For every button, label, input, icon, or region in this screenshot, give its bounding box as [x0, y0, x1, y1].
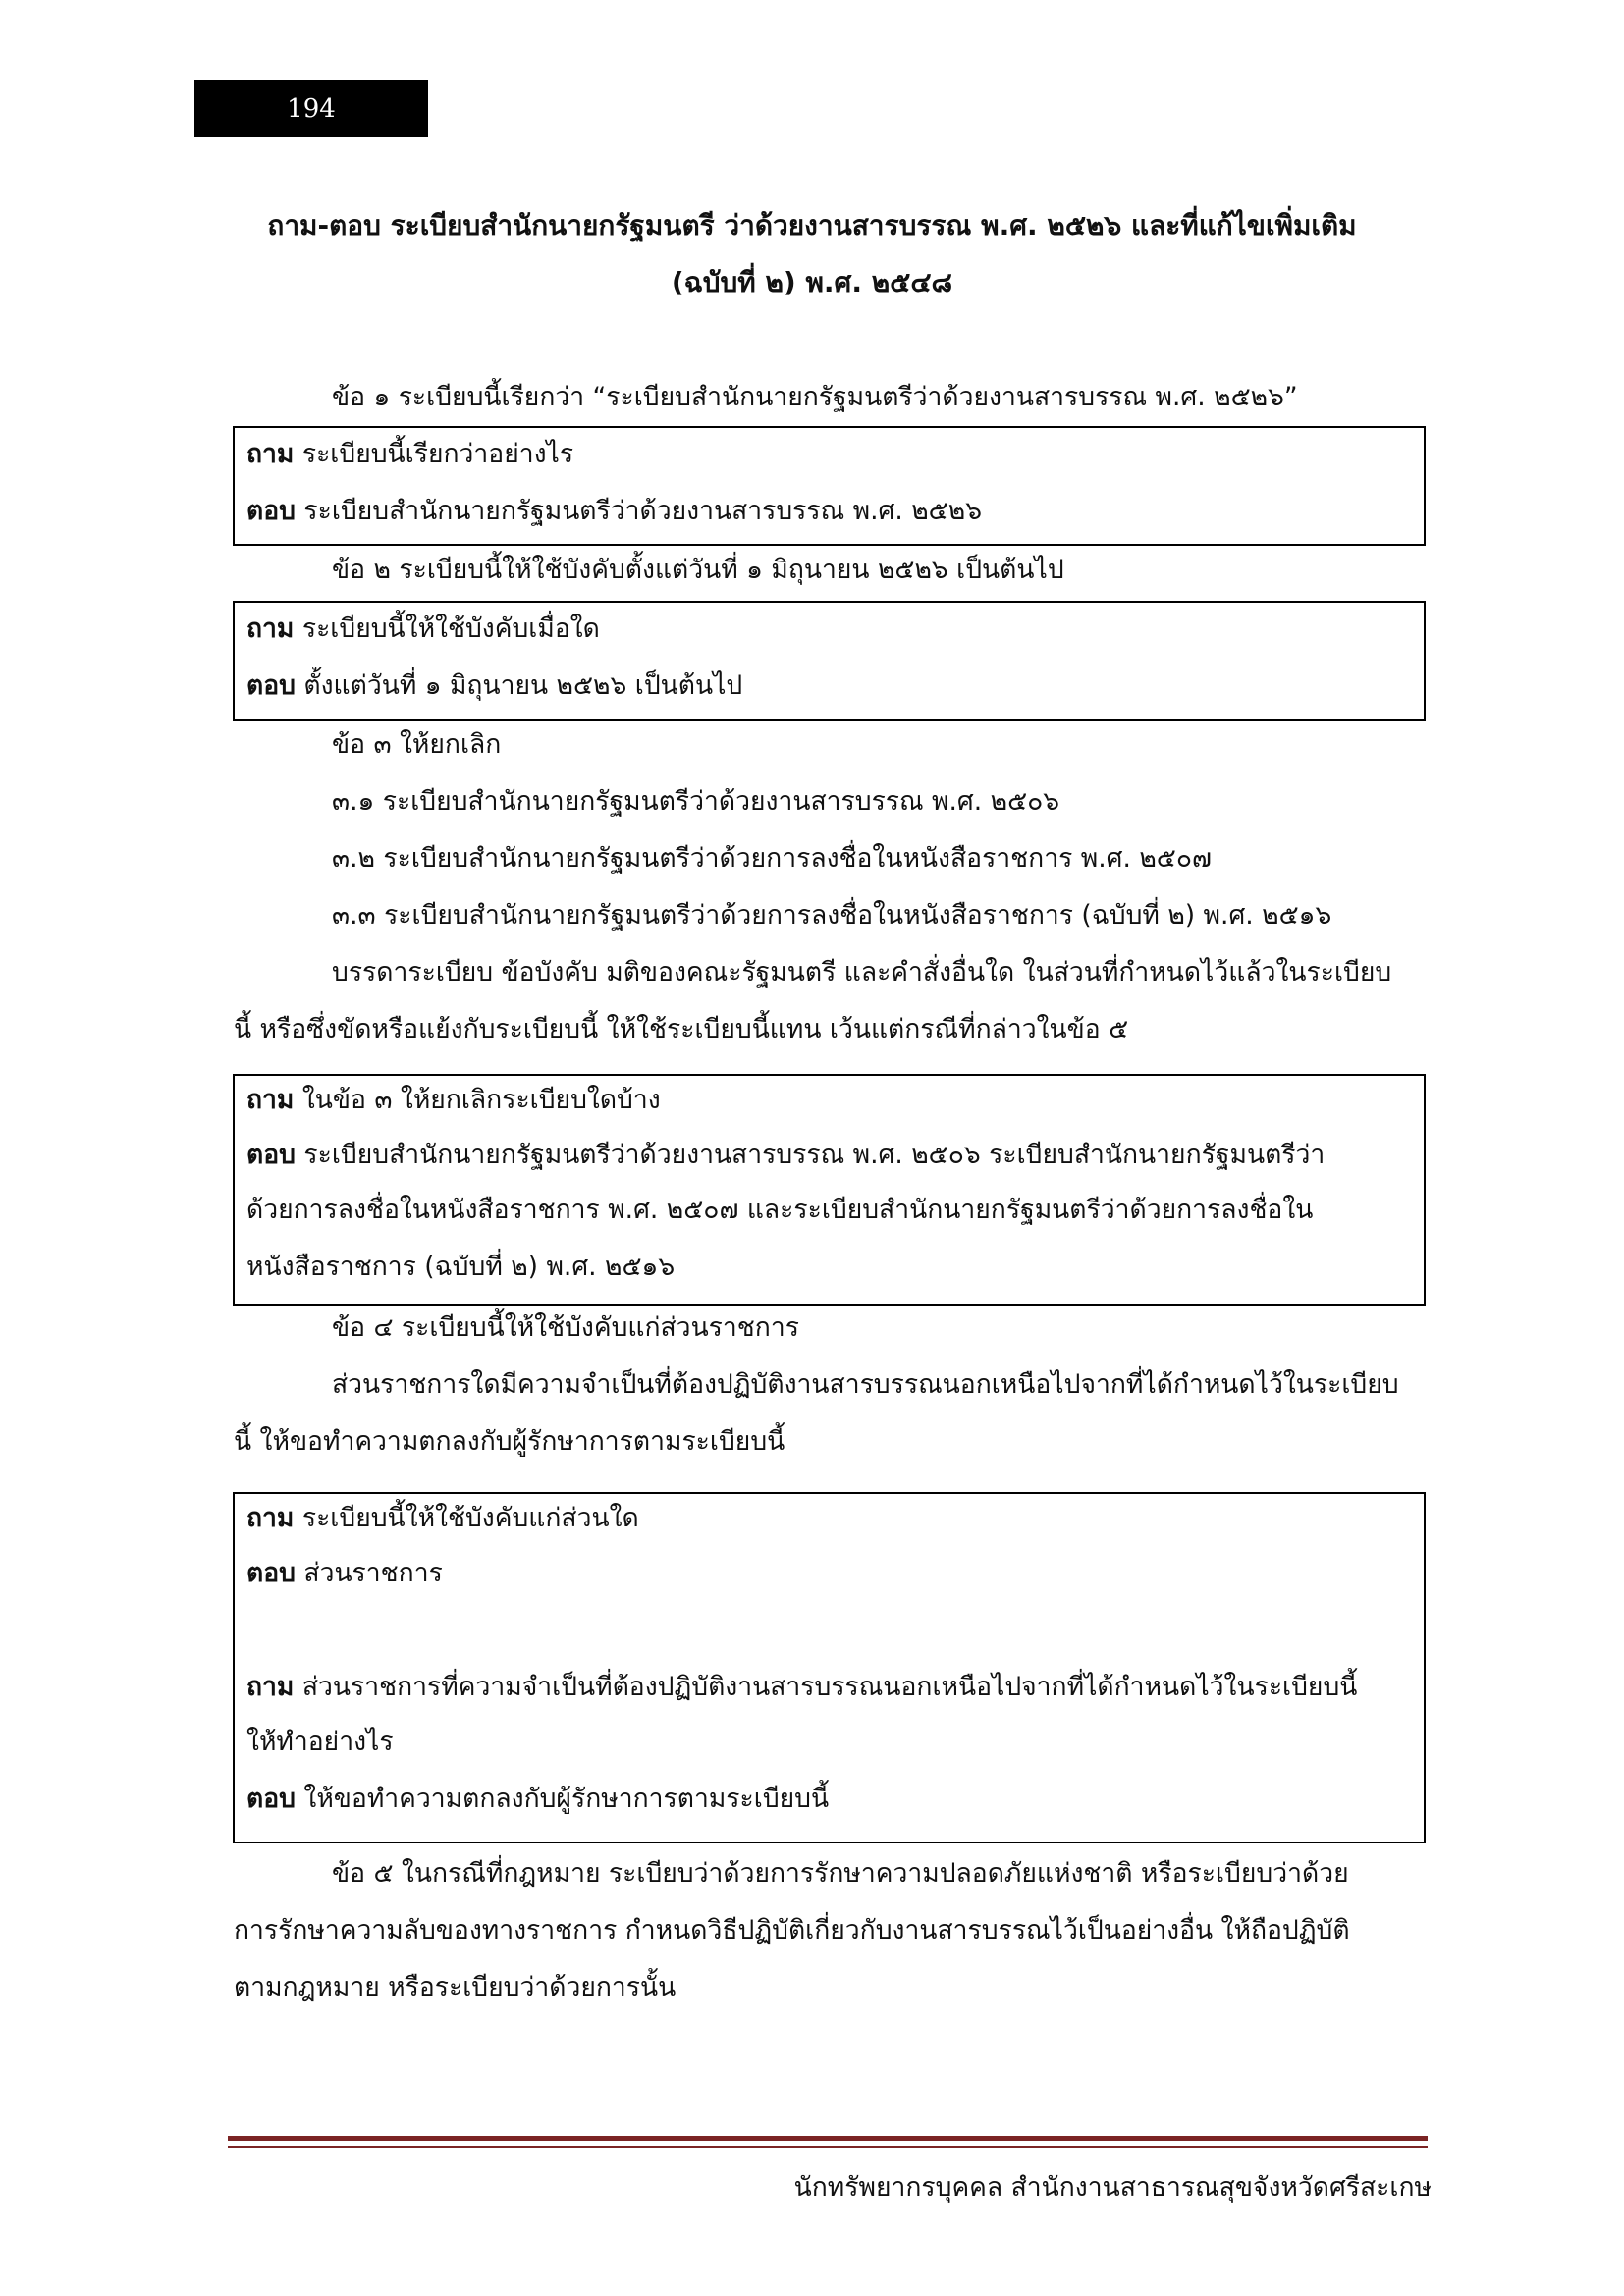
clause-3-3: ๓.๓ ระเบียบสำนักนายกรัฐมนตรีว่าด้วยการลงชื่อในหนังสือราชการ (ฉบับที่ ๒) พ.ศ. ๒๕๑๖: [332, 900, 1332, 931]
document-title-line-2: (ฉบับที่ ๒) พ.ศ. ๒๕๔๘: [671, 266, 953, 298]
clause-4: ข้อ ๔ ระเบียบนี้ให้ใช้บังคับแก่ส่วนราชการ: [332, 1312, 799, 1343]
footer-organization: นักทรัพยากรบุคคล สำนักงานสาธารณสุขจังหวัดศรีสะเกษ: [793, 2172, 1432, 2203]
question-label: ถาม: [246, 1085, 295, 1115]
clause-3: ข้อ ๓ ให้ยกเลิก: [332, 729, 502, 760]
clause-2: ข้อ ๒ ระเบียบนี้ให้ใช้บังคับตั้งแต่วันที่ ๑ มิถุนายน ๒๕๒๖ เป็นต้นไป: [332, 555, 1064, 585]
clause-5-line-2: การรักษาความลับของทางราชการ กำหนดวิธีปฏิบัติเกี่ยวกับงานสารบรรณไว้เป็นอย่างอื่น ให้ถือปฏิบัติ: [234, 1915, 1350, 1946]
qa-answer-line-3: หนังสือราชการ (ฉบับที่ ๒) พ.ศ. ๒๕๑๖: [246, 1252, 676, 1282]
clause-4-paragraph-line-2: นี้ ให้ขอทำความตกลงกับผู้รักษาการตามระเบียบนี้: [234, 1426, 785, 1457]
clause-3-2: ๓.๒ ระเบียบสำนักนายกรัฐมนตรีว่าด้วยการลงชื่อในหนังสือราชการ พ.ศ. ๒๕๐๗: [332, 843, 1212, 874]
footer-divider-thin: [228, 2146, 1428, 2148]
qa-answer-2: [246, 1781, 829, 1818]
qa-question: [246, 1082, 661, 1119]
question-text: ระเบียบนี้ให้ใช้บังคับแก่ส่วนใด: [301, 1503, 639, 1533]
qa-answer-line-2: ด้วยการลงชื่อในหนังสือราชการ พ.ศ. ๒๕๐๗ และระเบียบสำนักนายกรัฐมนตรีว่าด้วยการลงชื่อใน: [246, 1195, 1314, 1225]
clause-5-line-1: ข้อ ๕ ในกรณีที่กฎหมาย ระเบียบว่าด้วยการรักษาความปลอดภัยแห่งชาติ หรือระเบียบว่าด้วย: [332, 1858, 1349, 1889]
answer-label: ตอบ: [246, 1140, 296, 1170]
clause-5-line-3: ตามกฎหมาย หรือระเบียบว่าด้วยการนั้น: [234, 1972, 677, 2002]
qa-box-1: [233, 426, 1426, 546]
clause-1: ข้อ ๑ ระเบียบนี้เรียกว่า “ระเบียบสำนักนายกรัฐมนตรีว่าด้วยงานสารบรรณ พ.ศ. ๒๕๒๖”: [332, 382, 1298, 412]
answer-text: ระเบียบสำนักนายกรัฐมนตรีว่าด้วยงานสารบรรณ พ.ศ. ๒๕๒๖: [303, 496, 983, 526]
question-label: ถาม: [246, 1672, 295, 1702]
qa-answer: [246, 1137, 1325, 1174]
answer-text: ส่วนราชการ: [303, 1558, 443, 1588]
clause-4-paragraph-line-1: ส่วนราชการใดมีความจำเป็นที่ต้องปฏิบัติงานสารบรรณนอกเหนือไปจากที่ได้กำหนดไว้ในระเบียบ: [332, 1369, 1399, 1400]
question-text: ในข้อ ๓ ให้ยกเลิกระเบียบใดบ้าง: [301, 1085, 661, 1115]
qa-answer: [246, 667, 742, 705]
qa-question-2: [246, 1669, 1357, 1706]
qa-question: [246, 1500, 639, 1537]
qa-box-3: [233, 1074, 1426, 1306]
qa-box-2: [233, 601, 1426, 721]
answer-label: ตอบ: [246, 1558, 296, 1588]
clause-3-paragraph-line-2: นี้ หรือซึ่งขัดหรือแย้งกับระเบียบนี้ ให้ใช้ระเบียบนี้แทน เว้นแต่กรณีที่กล่าวในข้อ ๕: [234, 1014, 1129, 1044]
answer-text: ตั้งแต่วันที่ ๑ มิถุนายน ๒๕๒๖ เป็นต้นไป: [303, 670, 743, 701]
question-text: ระเบียบนี้เรียกว่าอย่างไร: [301, 439, 574, 469]
clause-3-paragraph-line-1: บรรดาระเบียบ ข้อบังคับ มติของคณะรัฐมนตรี และคำสั่งอื่นใด ในส่วนที่กำหนดไว้แล้วในระเบียบ: [332, 957, 1392, 988]
question-label: ถาม: [246, 614, 295, 644]
answer-label: ตอบ: [246, 496, 296, 526]
question-text: ระเบียบนี้ให้ใช้บังคับเมื่อใด: [301, 614, 600, 644]
answer-text: ระเบียบสำนักนายกรัฐมนตรีว่าด้วยงานสารบรรณ พ.ศ. ๒๕๐๖ ระเบียบสำนักนายกรัฐมนตรีว่า: [303, 1140, 1326, 1170]
answer-label: ตอบ: [246, 1784, 296, 1814]
qa-question: [246, 611, 600, 648]
answer-label: ตอบ: [246, 670, 296, 701]
qa-answer: [246, 493, 982, 530]
question-label: ถาม: [246, 1503, 295, 1533]
footer-divider-thick: [228, 2136, 1428, 2141]
qa-box-4: [233, 1492, 1426, 1843]
qa-answer: [246, 1555, 443, 1592]
qa-question-2-line-2: ให้ทำอย่างไร: [246, 1727, 394, 1757]
qa-question: [246, 436, 573, 473]
answer-text: ให้ขอทำความตกลงกับผู้รักษาการตามระเบียบนี้: [303, 1784, 830, 1814]
document-title-line-1: ถาม-ตอบ ระเบียบสำนักนายกรัฐมนตรี ว่าด้วยงานสารบรรณ พ.ศ. ๒๕๒๖ และที่แก้ไขเพิ่มเติม: [267, 209, 1357, 241]
page-number: 194: [194, 80, 428, 137]
question-label: ถาม: [246, 439, 295, 469]
question-text: ส่วนราชการที่ความจำเป็นที่ต้องปฏิบัติงานสารบรรณนอกเหนือไปจากที่ได้กำหนดไว้ในระเบียบนี้: [301, 1672, 1358, 1702]
clause-3-1: ๓.๑ ระเบียบสำนักนายกรัฐมนตรีว่าด้วยงานสารบรรณ พ.ศ. ๒๕๐๖: [332, 786, 1060, 817]
